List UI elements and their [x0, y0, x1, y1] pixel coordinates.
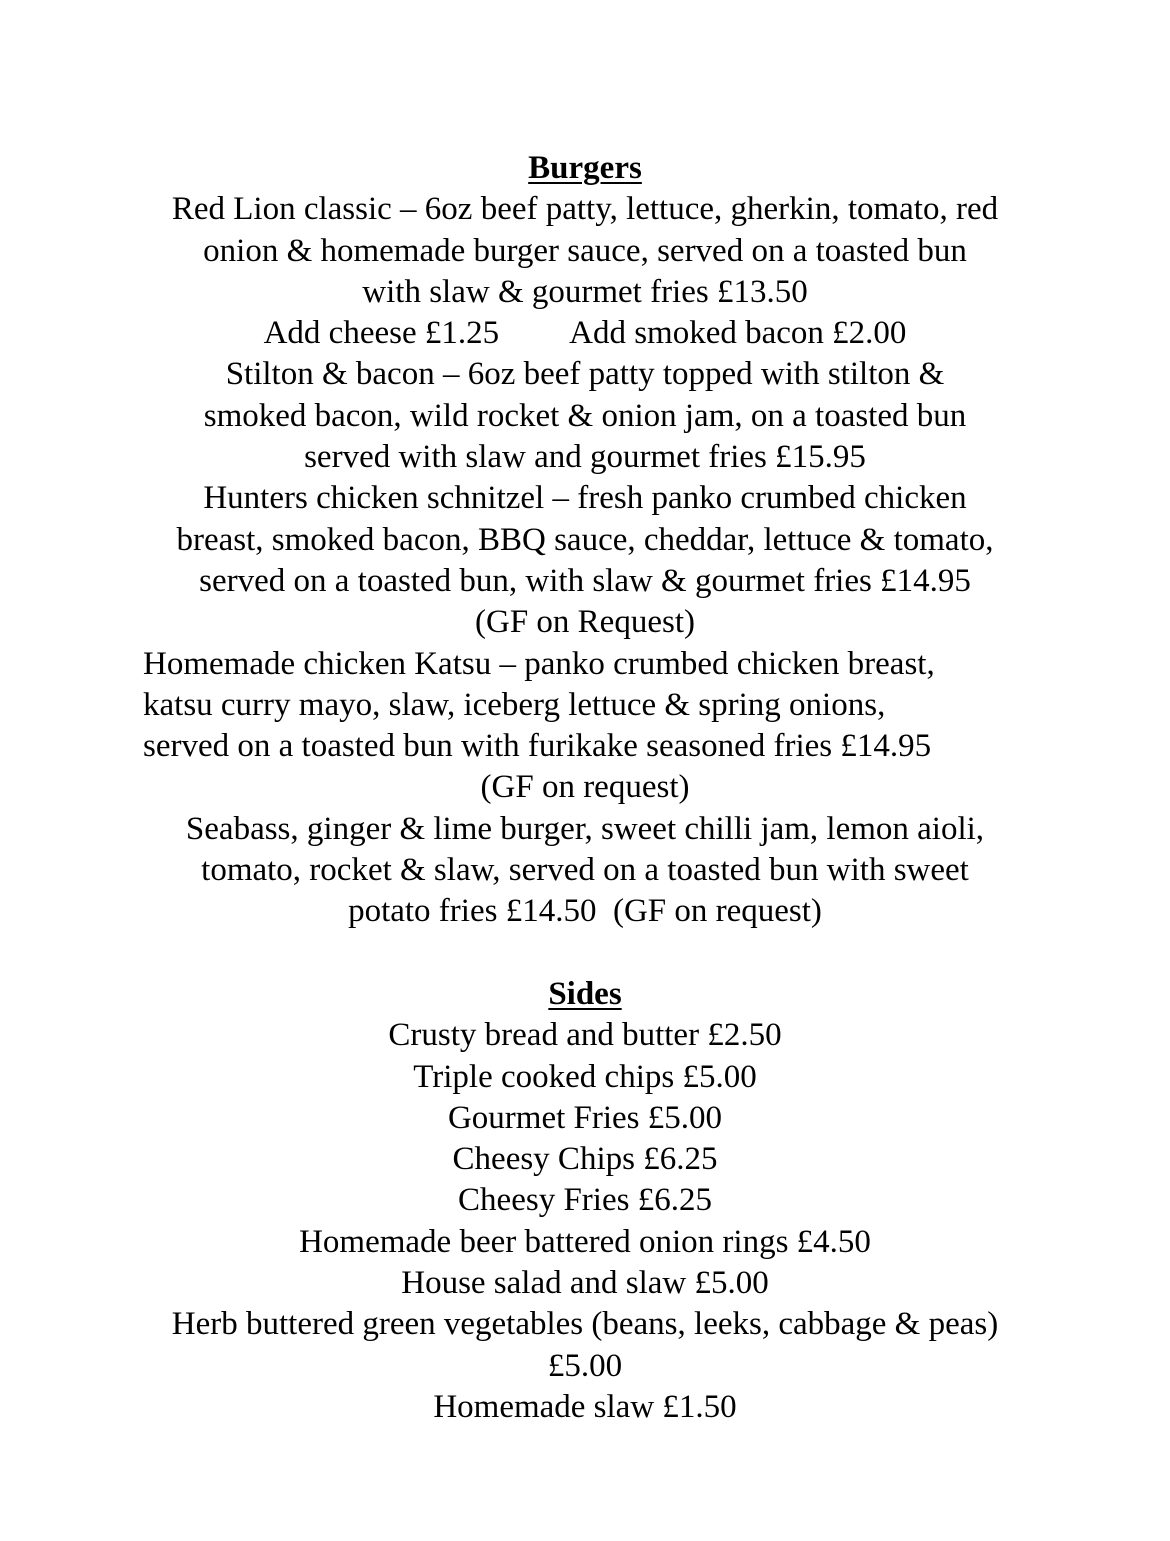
item-line: Stilton & bacon – 6oz beef patty topped with stilton &	[225, 356, 945, 393]
item-line: tomato, rocket & slaw, served on a toasted bun with sweet	[201, 852, 969, 889]
item-line: served with slaw and gourmet fries £15.95	[304, 439, 866, 476]
item-line: (GF on Request)	[475, 604, 695, 641]
item-line: Seabass, ginger & lime burger, sweet chilli jam, lemon aioli,	[185, 810, 985, 847]
burger-addons	[0, 313, 1170, 354]
side-item: Triple cooked chips £5.00	[413, 1058, 757, 1095]
menu-item-red-lion-classic	[0, 189, 1170, 313]
menu-page	[0, 148, 1170, 1428]
item-line: served on a toasted bun, with slaw & gourmet fries £14.95	[199, 562, 971, 599]
item-line: with slaw & gourmet fries £13.50	[362, 273, 808, 310]
side-item: Herb buttered green vegetables (beans, leeks, cabbage & peas)	[171, 1306, 999, 1343]
item-line: potato fries £14.50 (GF on request)	[348, 893, 822, 930]
addon-cheese: Add cheese £1.25	[263, 315, 500, 352]
side-item: Cheesy Chips £6.25	[452, 1141, 718, 1178]
menu-item-hunters-chicken	[0, 478, 1170, 643]
sides-heading: Sides	[548, 975, 622, 1012]
side-item: Homemade beer battered onion rings £4.50	[299, 1223, 871, 1260]
side-item: Crusty bread and butter £2.50	[388, 1017, 782, 1054]
side-item: House salad and slaw £5.00	[401, 1265, 769, 1302]
side-item: Homemade slaw £1.50	[433, 1388, 737, 1425]
item-line: served on a toasted bun with furikake seasoned fries £14.95	[143, 728, 932, 765]
menu-item-seabass-burger	[0, 809, 1170, 933]
item-line: (GF on request)	[480, 769, 690, 806]
addon-smoked-bacon: Add smoked bacon £2.00	[569, 315, 907, 352]
item-line: Hunters chicken schnitzel – fresh panko crumbed chicken	[203, 480, 967, 517]
sides-list	[0, 1015, 1170, 1428]
side-item: Cheesy Fries £6.25	[458, 1182, 712, 1219]
item-line: katsu curry mayo, slaw, iceberg lettuce & spring onions,	[143, 686, 886, 723]
item-line: breast, smoked bacon, BBQ sauce, cheddar, lettuce & tomato,	[176, 521, 994, 558]
item-line: onion & homemade burger sauce, served on a toasted bun	[203, 232, 967, 269]
menu-item-stilton-bacon	[0, 354, 1170, 478]
section-spacer	[0, 933, 1170, 974]
side-item: £5.00	[547, 1347, 623, 1384]
menu-item-chicken-katsu	[0, 644, 1170, 809]
item-line: Homemade chicken Katsu – panko crumbed chicken breast,	[143, 645, 935, 682]
item-line: smoked bacon, wild rocket & onion jam, on a toasted bun	[203, 397, 967, 434]
side-item: Gourmet Fries £5.00	[447, 1099, 723, 1136]
burgers-heading: Burgers	[528, 150, 642, 186]
item-line: Red Lion classic – 6oz beef patty, lettuce, gherkin, tomato, red	[171, 191, 999, 228]
